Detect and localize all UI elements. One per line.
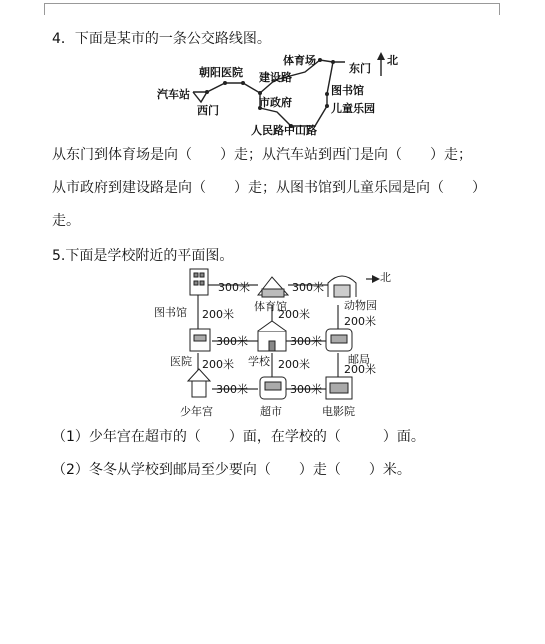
- zoo-icon: [328, 276, 356, 297]
- dist-hosp-youth: 200米: [202, 358, 234, 371]
- q5-question2: （2）冬冬从学校到邮局至少要向（ ）走（ ）米。: [52, 462, 411, 478]
- station-shizhengfu: 市政府: [259, 96, 292, 109]
- place-youju: 邮局: [348, 353, 370, 366]
- crop-mark-left: [44, 3, 45, 15]
- station-qichezhan: 汽车站: [157, 88, 190, 101]
- dist-zoo-post: 200米: [344, 315, 376, 328]
- place-dianyingyuan: 电影院: [322, 405, 355, 418]
- hospital-icon: [190, 329, 210, 351]
- place-xuexiao: 学校: [248, 355, 270, 368]
- dist-post-cinema: 200米: [344, 363, 376, 376]
- station-ertong: 儿童乐园: [331, 102, 375, 115]
- school-icon: [258, 321, 286, 351]
- station-tiyuchang: 体育场: [283, 54, 316, 67]
- station-chaoyang: 朝阳医院: [199, 66, 243, 79]
- dist-school-post: 300米: [290, 335, 322, 348]
- dist-market-cinema: 300米: [290, 383, 322, 396]
- station-renmin: 人民路中山路: [251, 124, 317, 137]
- dist-hosp-school: 300米: [216, 335, 248, 348]
- route-line-left: [193, 92, 207, 102]
- bus-route-map: [155, 50, 405, 142]
- q4-line2: 从市政府到建设路是向（ ）走；从图书馆到儿童乐园是向（ ）: [52, 180, 486, 196]
- q5-question1: （1）少年宫在超市的（ ）面，在学校的（ ）面。: [52, 429, 425, 445]
- q4-line3: 走。: [52, 213, 80, 229]
- place-yiyuan: 医院: [170, 355, 192, 368]
- dist-youth-market: 300米: [216, 383, 248, 396]
- north-arrow-icon: [377, 52, 385, 76]
- dist-lib-hosp: 200米: [202, 308, 234, 321]
- q5-heading: 5.下面是学校附近的平面图。: [52, 248, 234, 264]
- place-chaoshi: 超市: [260, 405, 282, 418]
- place-dongwuyuan: 动物园: [344, 299, 377, 312]
- supermarket-icon: [260, 377, 286, 399]
- q4-line1: 从东门到体育场是向（ ）走；从汽车站到西门是向（ ）走；: [52, 147, 472, 163]
- dist-lib-gym: 300米: [218, 281, 250, 294]
- dist-gym-school: 200米: [278, 308, 310, 321]
- place-tushuguan: 图书馆: [154, 306, 187, 319]
- youth-palace-icon: [188, 369, 210, 397]
- crop-mark-right: [499, 3, 500, 15]
- gym-icon: [258, 277, 288, 297]
- post-office-icon: [326, 329, 352, 351]
- q4-heading: 4．下面是某市的一条公交路线图。: [52, 31, 271, 47]
- library-icon: [190, 269, 208, 295]
- cinema-icon: [326, 377, 352, 399]
- station-tushuguan: 图书馆: [331, 84, 364, 97]
- crop-mark-top: [44, 3, 499, 4]
- station-ximen: 西门: [197, 104, 219, 117]
- station-dongmen: 东门: [349, 62, 371, 75]
- north-label: 北: [387, 54, 398, 67]
- dist-school-market: 200米: [278, 358, 310, 371]
- station-jianshe: 建设路: [259, 71, 292, 84]
- dist-gym-zoo: 300米: [292, 281, 324, 294]
- school-area-map: [150, 265, 400, 425]
- place-shaoniangong: 少年宫: [180, 405, 213, 418]
- north-label: 北: [380, 271, 391, 284]
- north-arrow-icon: [366, 275, 380, 283]
- place-tiyuguan: 体育馆: [254, 300, 287, 313]
